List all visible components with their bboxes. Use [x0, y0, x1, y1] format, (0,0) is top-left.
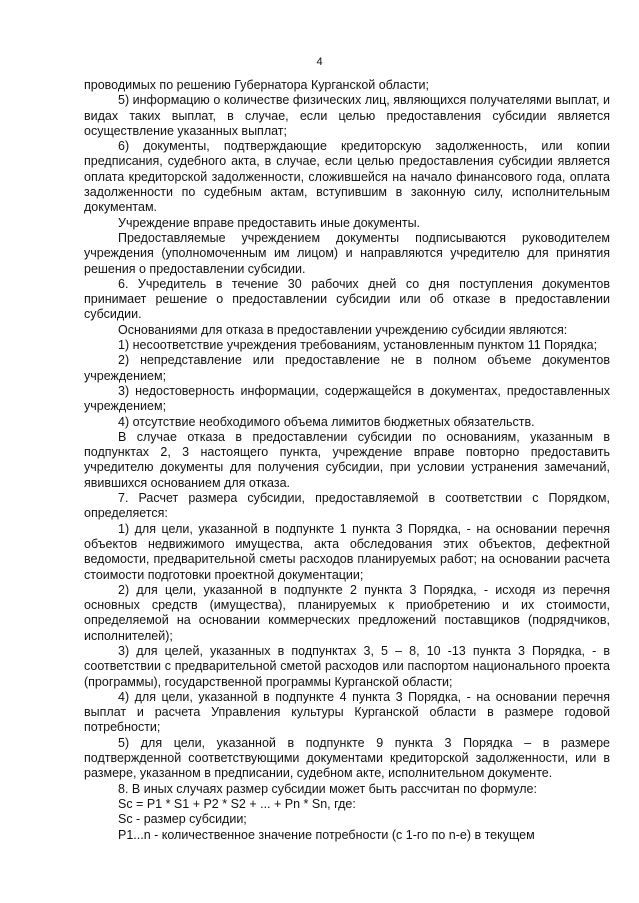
paragraph: P1...n - количественное значение потребности (с 1-го по n-е) в текущем	[118, 827, 535, 842]
document-body	[84, 78, 610, 843]
page-number: 4	[316, 56, 323, 68]
paragraph: 8. В иных случаях размер субсидии может быть рассчитан по формуле:	[118, 781, 537, 796]
paragraph: проводимых по решению Губернатора Курганской области;	[84, 78, 429, 92]
paragraph: 2) непредставление или предоставление не в полном объеме документов учреждением;	[84, 353, 610, 383]
paragraph: 4) отсутствие необходимого объема лимитов бюджетных обязательств.	[118, 414, 535, 429]
paragraph: 1) для цели, указанной в подпункте 1 пункта 3 Порядка, - на основании перечня объектов недвижимого имущества, акта обследования этих объектов, дефектной ведомости, предварительной сметы расходов планируемых работ; на основании расчета стоимости подготовки проектной документации;	[84, 521, 610, 582]
paragraph: Учреждение вправе предоставить иные документы.	[118, 215, 421, 230]
paragraph: 6. Учредитель в течение 30 рабочих дней со дня поступления документов принимает решение о предоставлении субсидии или об отказе в предоставлении субсидии.	[84, 276, 610, 322]
paragraph: Sc - размер субсидии;	[118, 812, 247, 827]
paragraph: 1) несоответствие учреждения требованиям, установленным пунктом 11 Порядка;	[118, 338, 598, 353]
paragraph: 2) для цели, указанной в подпункте 2 пункта 3 Порядка, - исходя из перечня основных средств (имущества), планируемых к приобретению и их стоимости, определяемой на основании коммерческих предложений поставщиков (подрядчиков, исполнителей);	[84, 582, 610, 643]
paragraph: 3) недостоверность информации, содержащейся в документах, предоставленных учреждением;	[84, 383, 610, 414]
paragraph: Предоставляемые учреждением документы подписываются руководителем учреждения (уполномоченным им лицом) и направляются учредителю для принятия решения о предоставлении субсидии.	[84, 230, 610, 276]
formula: Sc = P1 * S1 + P2 * S2 + ... + Pn * Sn, где:	[118, 796, 356, 811]
paragraph: 5) для цели, указанной в подпункте 9 пункта 3 Порядка – в размере подтвержденной соответствующими документами кредиторской задолженности, или в размере, указанном в предписании, судебном акте, исполнительном документе.	[84, 735, 610, 781]
paragraph: В случае отказа в предоставлении субсидии по основаниям, указанным в подпунктах 2, 3 настоящего пункта, учреждение вправе повторно предоставить учредителю документы для получения субсидии, при условии устранения замечаний, явившихся основанием для отказа.	[84, 429, 610, 490]
paragraph: 4) для цели, указанной в подпункте 4 пункта 3 Порядка, - на основании перечня выплат и расчета Управления культуры Курганской области в размере годовой потребности;	[84, 689, 610, 735]
paragraph: 3) для целей, указанных в подпунктах 3, 5 – 8, 10 -13 пункта 3 Порядка, - в соответствии с предварительной сметой расходов или паспортом национального проекта (программы), государственной программы Курганской области;	[84, 643, 610, 689]
paragraph: 5) информацию о количестве физических лиц, являющихся получателями выплат, и видах таких выплат, в случае, если целью предоставления субсидии является осуществление указанных выплат;	[84, 93, 610, 138]
paragraph: 7. Расчет размера субсидии, предоставляемой в соответствии с Порядком, определяется:	[84, 491, 610, 521]
paragraph: Основаниями для отказа в предоставлении учреждению субсидии являются:	[118, 322, 568, 337]
paragraph: 6) документы, подтверждающие кредиторскую задолженность, или копии предписания, судебного акта, в случае, если целью предоставления субсидии является оплата кредиторской задолженности, сложившейся на начало финансового года, оплата задолженности по судебным актам, вступившим в законную силу, исполнительным документам.	[84, 139, 610, 215]
